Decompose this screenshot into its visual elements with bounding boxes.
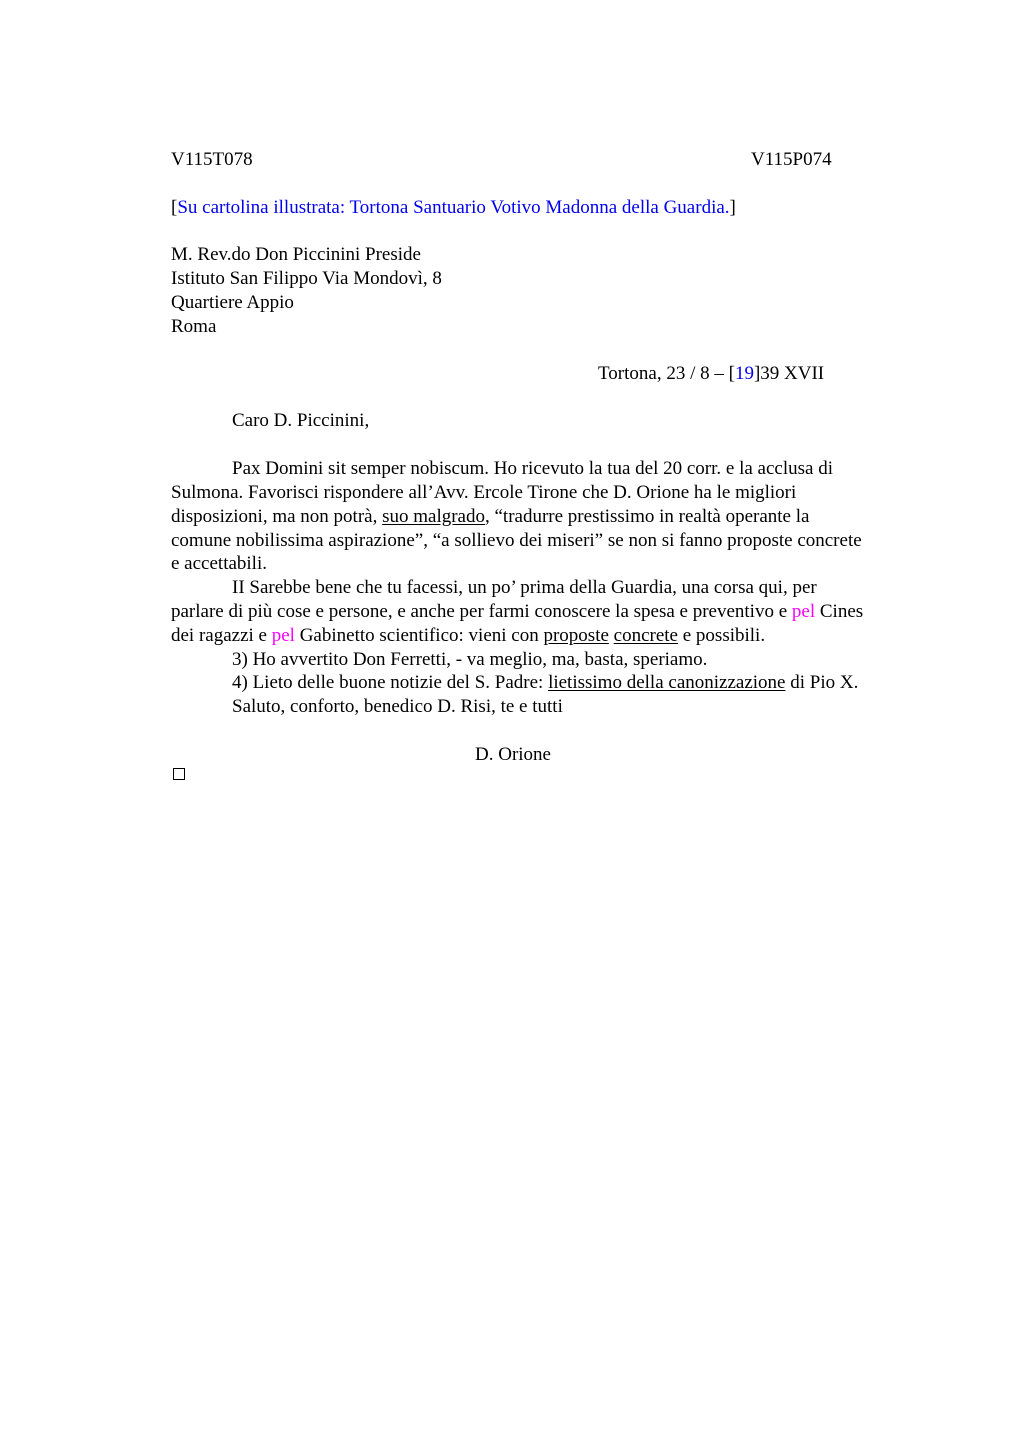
date-suffix: ]39 XVII — [753, 363, 825, 384]
checkbox-square-icon — [173, 768, 185, 780]
note-close-bracket: ] — [729, 197, 736, 218]
body-line: Saluto, conforto, benedico D. Risi, te e tutti — [232, 696, 563, 717]
address-line-1: M. Rev.do Don Piccinini Preside — [171, 244, 421, 265]
body-line: 3) Ho avvertito Don Ferretti, - va meglio, ma, basta, speriamo. — [232, 649, 708, 670]
text-run: Gabinetto scientifico: vieni con — [294, 625, 544, 646]
pel-highlight: pel — [791, 601, 816, 622]
note-text: Su cartolina illustrata: Tortona Santuario Votivo Madonna della Guardia. — [177, 197, 730, 218]
text-run: di Pio X. — [785, 672, 859, 693]
text-run: e possibili. — [678, 625, 766, 646]
address-line-3: Quartiere Appio — [171, 292, 294, 313]
header-left-code: V115T078 — [171, 149, 253, 170]
signature: D. Orione — [475, 744, 551, 765]
body-line — [171, 505, 809, 529]
text-run: parlare di più cose e persone, e anche per farmi conoscere la spesa e preventivo e — [171, 601, 792, 622]
letter-date — [598, 362, 824, 386]
pel-highlight: pel — [271, 625, 295, 646]
text-run: Cines — [815, 601, 864, 622]
underlined-text: concrete — [613, 625, 678, 646]
body-line: e accettabili. — [171, 553, 267, 574]
underlined-text: proposte — [543, 625, 609, 646]
body-line — [171, 600, 863, 624]
body-line: Pax Domini sit semper nobiscum. Ho ricevuto la tua del 20 corr. e la acclusa di — [232, 458, 833, 479]
header-right-code: V115P074 — [751, 149, 832, 170]
address-line-2: Istituto San Filippo Via Mondovì, 8 — [171, 268, 442, 289]
body-line: II Sarebbe bene che tu facessi, un po’ prima della Guardia, una corsa qui, per — [232, 577, 817, 598]
text-run: dei ragazzi e — [171, 625, 272, 646]
note-open-bracket: [ — [171, 197, 178, 218]
date-inserted: 19 — [734, 363, 754, 384]
body-line: Sulmona. Favorisci rispondere all’Avv. Ercole Tirone che D. Orione ha le migliori — [171, 482, 797, 503]
underlined-text: suo malgrado — [382, 506, 485, 527]
editor-note — [171, 196, 736, 220]
salutation: Caro D. Piccinini, — [232, 410, 370, 431]
underlined-text: lietissimo della canonizzazione — [548, 672, 786, 693]
body-line — [171, 624, 765, 648]
date-prefix: Tortona, 23 / 8 – [ — [598, 363, 735, 384]
text-run: 4) Lieto delle buone notizie del S. Padre: — [232, 672, 549, 693]
text-run: , “tradurre prestissimo in realtà operante la — [485, 506, 810, 527]
body-line — [232, 671, 858, 695]
address-line-4: Roma — [171, 316, 217, 337]
text-run: disposizioni, ma non potrà, — [171, 506, 383, 527]
body-line: comune nobilissima aspirazione”, “a sollievo dei miseri” se non si fanno proposte concrete — [171, 530, 862, 551]
